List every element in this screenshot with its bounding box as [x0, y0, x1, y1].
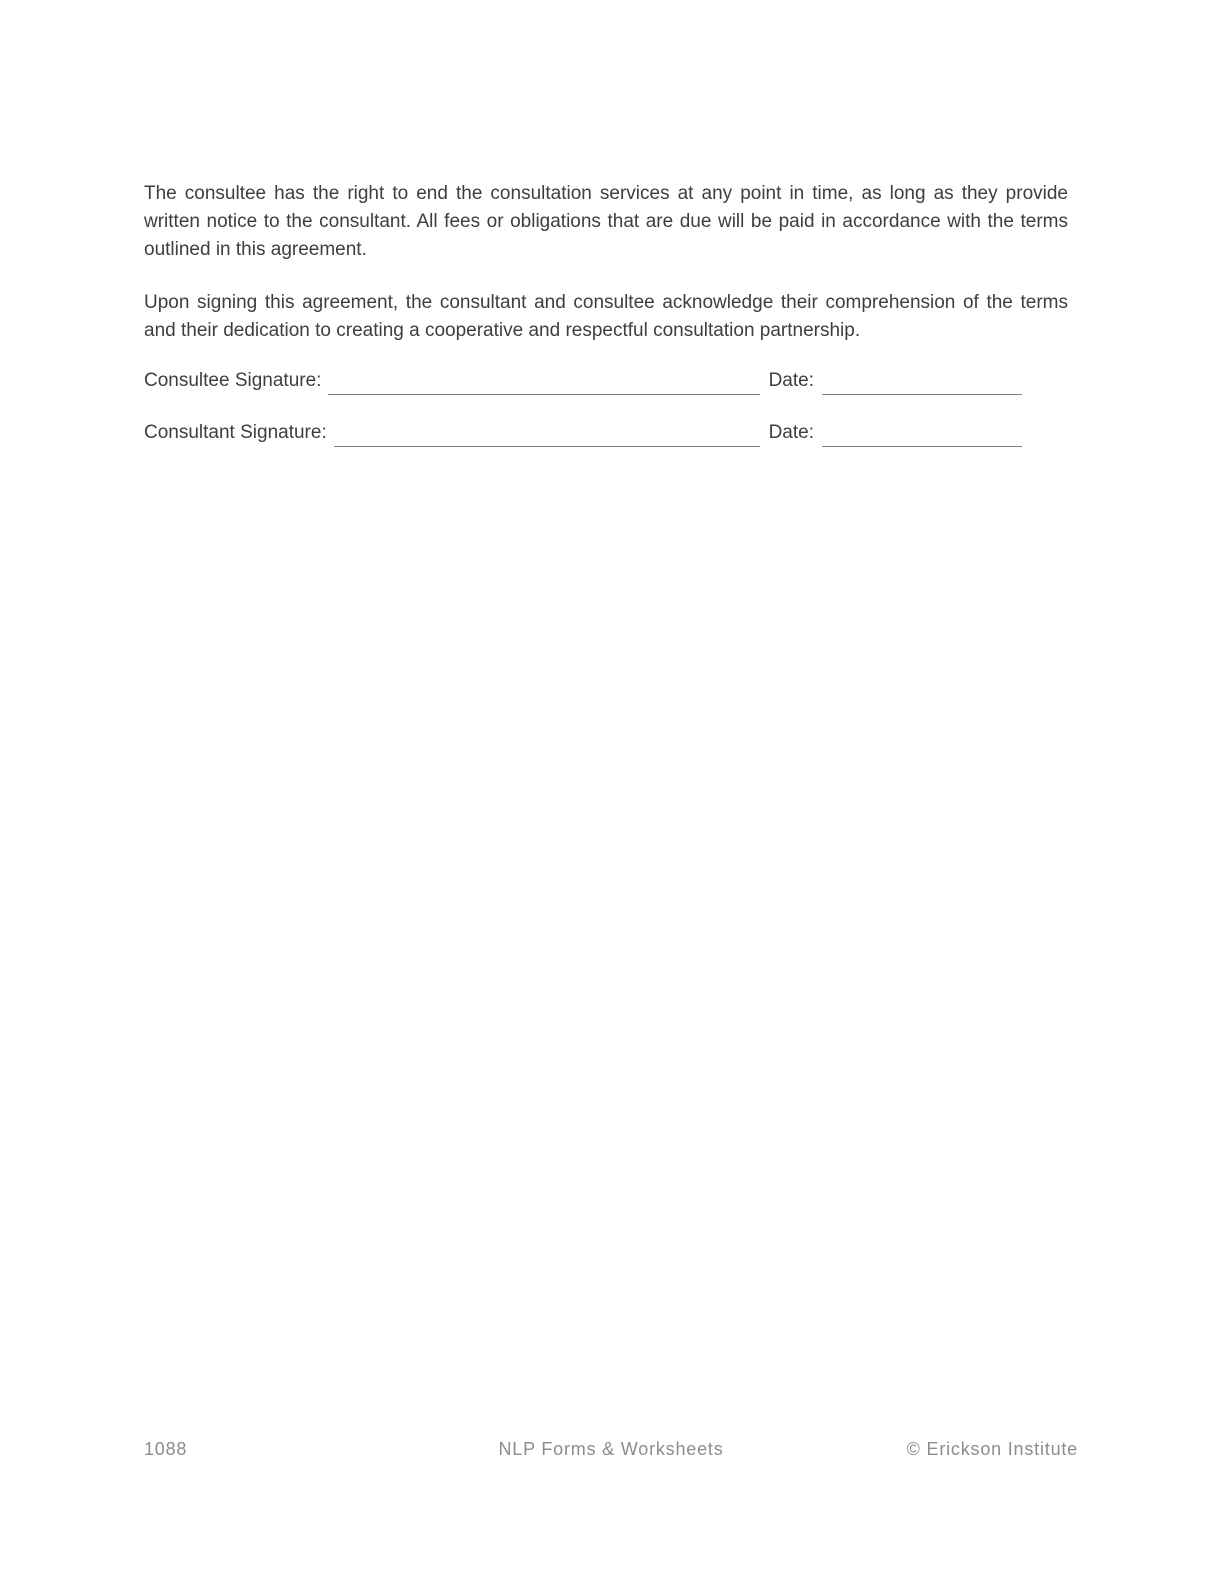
document-body	[144, 0, 1068, 447]
consultant-date-line	[822, 423, 1022, 447]
consultee-date-line	[822, 371, 1022, 395]
consultant-signature-label: Consultant Signature:	[144, 422, 327, 443]
consultant-signature-row	[144, 419, 1022, 447]
consultee-signature-line	[328, 371, 759, 395]
consultant-signature-line	[334, 423, 760, 447]
consultee-signature-row	[144, 367, 1022, 395]
termination-paragraph: The consultee has the right to end the consultation services at any point in time, as long as they provide written notice to the consultant. All fees or obligations that are due will be paid in accordance with the terms outlined in this agreement.	[144, 183, 1068, 260]
footer-copyright: © Erickson Institute	[906, 1439, 1078, 1459]
page-footer	[144, 1436, 1078, 1462]
consultant-date-label: Date:	[768, 422, 814, 443]
consultee-date-label: Date:	[768, 370, 814, 391]
acknowledgement-paragraph: Upon signing this agreement, the consultant and consultee acknowledge their comprehension of the terms and their dedication to creating a cooperative and respectful consultation partnership.	[144, 292, 1068, 341]
consultee-signature-label: Consultee Signature:	[144, 370, 322, 391]
footer-page-number: 1088	[144, 1439, 188, 1459]
footer-document-title: NLP Forms & Worksheets	[498, 1439, 724, 1459]
